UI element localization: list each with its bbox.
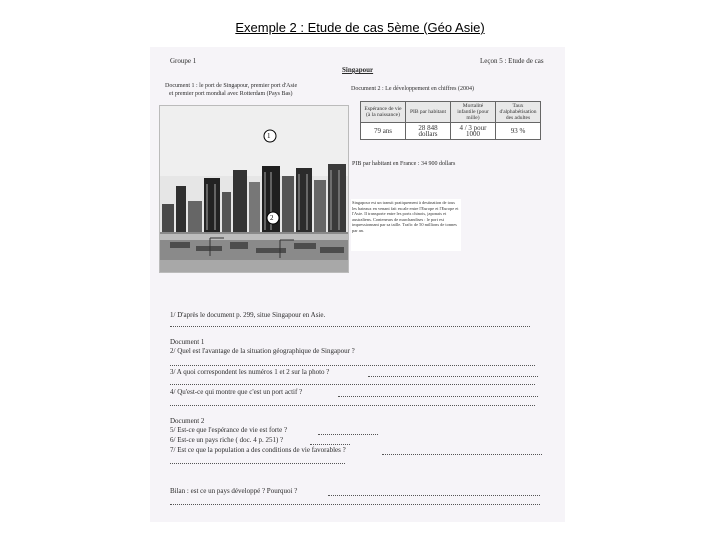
pib-france-note: PIB par habitant en France : 34 900 dollars — [352, 161, 456, 167]
answer-line — [382, 454, 542, 455]
question-5: 5/ Est-ce que l'espérance de vie est forte ? — [170, 426, 288, 434]
answer-line — [170, 504, 540, 505]
question-1: 1/ D'après le document p. 299, situe Singapour en Asie. — [170, 311, 326, 319]
answer-line — [170, 326, 530, 327]
answer-line — [328, 495, 540, 496]
singapore-port-photo — [159, 105, 349, 273]
slide-title: Exemple 2 : Etude de cas 5ème (Géo Asie) — [235, 20, 485, 35]
question-6: 6/ Est-ce un pays riche ( doc. 4 p. 251) ? — [170, 436, 284, 444]
port-photo-drawing — [160, 106, 348, 272]
table-header: Taux d'alphabétisation des adultes — [496, 102, 541, 123]
question-4: 4/ Qu'est-ce qui montre que c'est un port actif ? — [170, 388, 303, 396]
table-header: Espérance de vie (à la naissance) — [361, 102, 406, 123]
table-cell: 4 / 3 pour 1000 — [451, 123, 496, 140]
photo-caption: Singapour est un transit pratiquement à destination de tous les bateaux en venant fait escale entre l'Europe et l'Europe et l'Asie. Il transporte entre les ports chinois, japonais et australiens. Conteneurs de marchandises : le port est impressionnant par sa taille. Trafic de 50 millions de tonnes par an. — [351, 199, 461, 251]
doc2-title: Document 2 : Le développement en chiffres (2004) — [351, 86, 475, 92]
doc1-title-line2: et premier port mondial avec Rotterdam (Pays Bas) — [169, 91, 293, 97]
doc1-title-line1: Document 1 : le port de Singapour, premier port d'Asie — [165, 83, 298, 89]
table-cell: 79 ans — [361, 123, 406, 140]
doc2-section-label: Document 2 — [170, 417, 205, 425]
bilan-question: Bilan : est ce un pays développé ? Pourquoi ? — [170, 487, 298, 495]
worksheet-scan — [150, 47, 565, 522]
table-header: Mortalité infantile (pour mille) — [451, 102, 496, 123]
table-header: PIB par habitant — [406, 102, 451, 123]
answer-line — [368, 376, 538, 377]
answer-line — [170, 405, 535, 406]
table-cell: 93 % — [496, 123, 541, 140]
table-cell: 28 848 dollars — [406, 123, 451, 140]
answer-line — [170, 463, 345, 464]
answer-line — [310, 444, 350, 445]
doc1-section-label: Document 1 — [170, 338, 205, 346]
answer-line — [170, 365, 535, 366]
answer-line — [318, 434, 378, 435]
development-table — [360, 101, 541, 140]
photo-marker-1: 1 — [267, 132, 271, 140]
answer-line — [338, 396, 538, 397]
group-label: Groupe 1 — [170, 57, 197, 65]
question-2: 2/ Quel est l'avantage de la situation géographique de Singapour ? — [170, 347, 355, 355]
lesson-label: Leçon 5 : Etude de cas — [480, 57, 544, 65]
answer-line — [170, 384, 535, 385]
question-7: 7/ Est ce que la population a des conditions de vie favorables ? — [170, 446, 346, 454]
subject-heading: Singapour — [342, 66, 374, 74]
photo-marker-2: 2 — [270, 214, 274, 222]
question-3: 3/ A quoi correspondent les numéros 1 et 2 sur la photo ? — [170, 368, 330, 376]
